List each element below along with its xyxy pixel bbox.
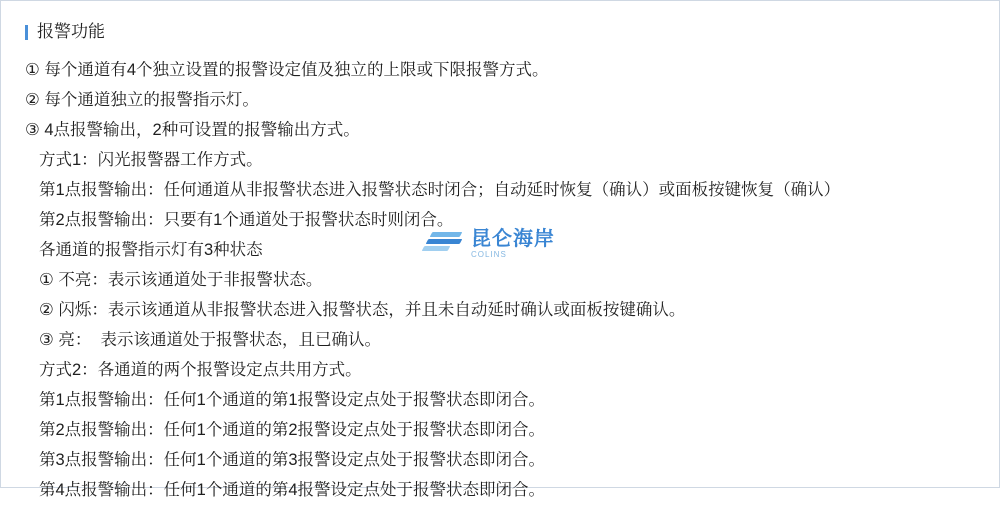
document-content — [1, 1, 999, 505]
list-item: 方式2：各通道的两个报警设定点共用方式。 — [39, 361, 362, 379]
section-title-label: 报警功能 — [37, 22, 105, 41]
list-item: 第4点报警输出：任何1个通道的第4报警设定点处于报警状态即闭合。 — [39, 481, 546, 499]
list-item: ① 每个通道有4个独立设置的报警设定值及独立的上限或下限报警方式。 — [25, 61, 549, 79]
watermark-brand-en: COLINS — [471, 250, 507, 259]
list-item: ① 不亮：表示该通道处于非报警状态。 — [39, 271, 323, 289]
list-item: ② 每个通道独立的报警指示灯。 — [25, 91, 259, 109]
list-item: ③ 4点报警输出，2种可设置的报警输出方式。 — [25, 121, 360, 139]
list-item: ③ 亮： 表示该通道处于报警状态，且已确认。 — [39, 331, 382, 349]
list-item: 第2点报警输出：任何1个通道的第2报警设定点处于报警状态即闭合。 — [39, 421, 546, 439]
list-item: ② 闪烁：表示该通道从非报警状态进入报警状态，并且未自动延时确认或面板按键确认。 — [39, 301, 686, 319]
accent-bar-icon — [25, 25, 28, 40]
list-item: 第3点报警输出：任何1个通道的第3报警设定点处于报警状态即闭合。 — [39, 451, 546, 469]
list-item: 第1点报警输出：任何1个通道的第1报警设定点处于报警状态即闭合。 — [39, 391, 546, 409]
watermark-brand-cn: 昆仑海岸 — [471, 228, 555, 250]
list-item: 第1点报警输出：任何通道从非报警状态进入报警状态时闭合；自动延时恢复（确认）或面板按键恢复（确认） — [39, 181, 841, 199]
list-item: 各通道的报警指示灯有3种状态 — [39, 241, 263, 259]
list-item: 方式1：闪光报警器工作方式。 — [39, 151, 263, 169]
section-title — [25, 21, 975, 43]
list-item: 第2点报警输出：只要有1个通道处于报警状态时则闭合。 — [39, 211, 454, 229]
